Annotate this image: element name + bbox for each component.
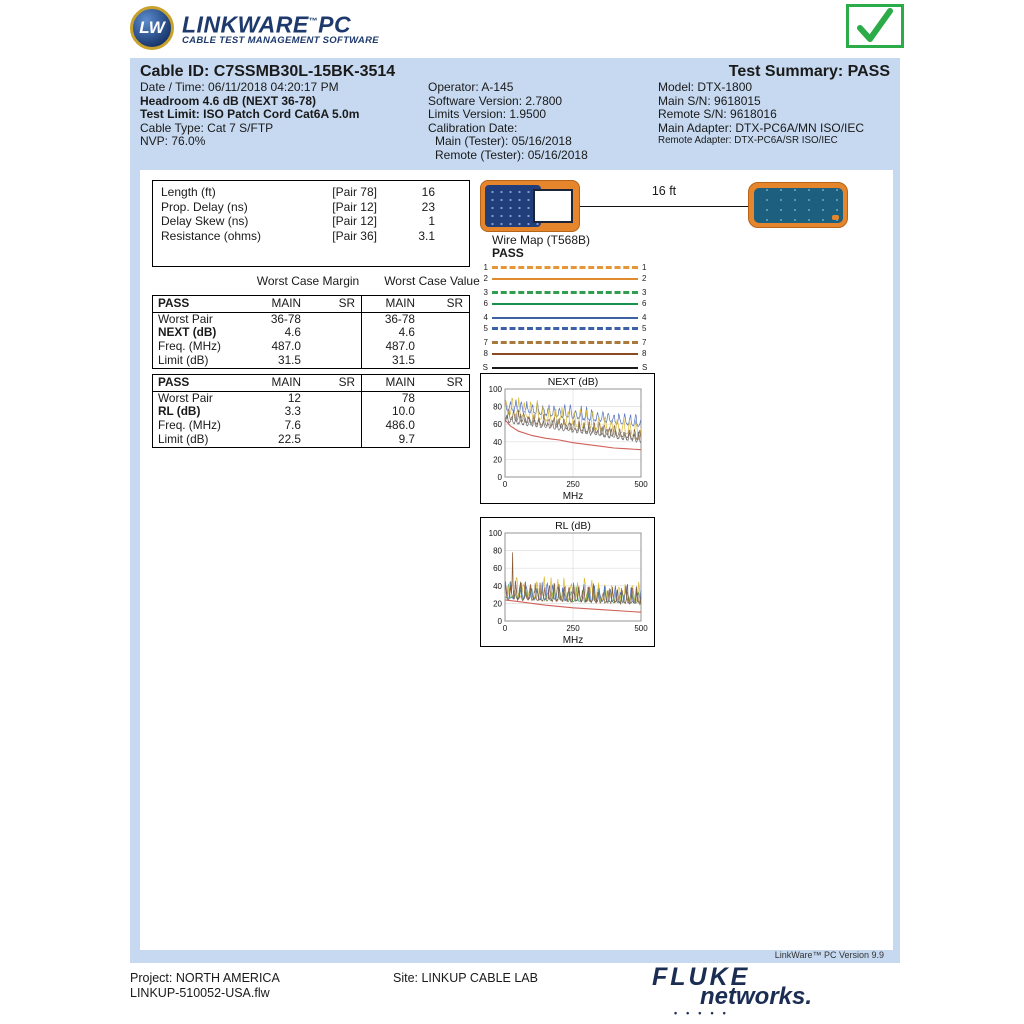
svg-text:250: 250 bbox=[566, 480, 580, 489]
value-cell: 12 bbox=[287, 390, 301, 405]
value-cell bbox=[419, 326, 467, 340]
column-header: SR bbox=[446, 296, 463, 310]
svg-text:0: 0 bbox=[497, 617, 502, 626]
svg-text:RL (dB): RL (dB) bbox=[555, 520, 591, 532]
results-row bbox=[153, 405, 469, 419]
wire-line bbox=[492, 353, 638, 355]
wire-pin-left: 8 bbox=[483, 349, 488, 358]
wire-row bbox=[478, 287, 652, 298]
measurement-value: 1 bbox=[428, 214, 435, 228]
value-cell: 9.7 bbox=[398, 432, 415, 447]
measurement-row bbox=[153, 229, 469, 244]
svg-text:500: 500 bbox=[634, 624, 648, 633]
svg-text:MHz: MHz bbox=[562, 635, 584, 645]
wire-pin-right: S bbox=[642, 363, 648, 372]
value-cell bbox=[305, 419, 359, 433]
worst-case-margin-label: Worst Case Margin bbox=[256, 274, 360, 288]
column-header: MAIN bbox=[271, 375, 301, 389]
measurement-pair: [Pair 12] bbox=[332, 214, 377, 228]
content-panel bbox=[140, 170, 893, 950]
wire-pin-left: 5 bbox=[483, 324, 488, 333]
measurements-table bbox=[152, 180, 470, 267]
value-cell bbox=[305, 313, 359, 327]
remote-adapter: Remote Adapter: DTX-PC6A/SR ISO/IEC bbox=[658, 135, 838, 147]
svg-text:20: 20 bbox=[493, 455, 502, 465]
wire-pin-right: 1 bbox=[642, 263, 647, 272]
link-cable-line bbox=[580, 206, 748, 207]
row-label: Freq. (MHz) bbox=[158, 339, 221, 354]
column-header: MAIN bbox=[271, 296, 301, 310]
wire-row bbox=[478, 273, 652, 284]
row-label: Worst Pair bbox=[158, 311, 213, 326]
measurement-label: Delay Skew (ns) bbox=[161, 214, 249, 228]
row-label: NEXT (dB) bbox=[158, 325, 217, 340]
link-length-label: 16 ft bbox=[651, 184, 677, 198]
row-label: RL (dB) bbox=[158, 404, 201, 419]
results-row bbox=[153, 419, 469, 433]
rl-chart bbox=[480, 517, 655, 647]
table-divider bbox=[361, 375, 362, 447]
calibration-main: Main (Tester): 05/16/2018 bbox=[435, 134, 572, 149]
worst-case-value-label: Worst Case Value bbox=[384, 274, 480, 288]
results-header-row bbox=[153, 296, 469, 313]
wire-pin-left: 6 bbox=[483, 299, 488, 308]
column-header: MAIN bbox=[385, 375, 415, 389]
wire-pin-right: 3 bbox=[642, 288, 647, 297]
fluke-networks-logo bbox=[652, 963, 852, 1018]
value-cell: 3.3 bbox=[284, 404, 301, 419]
chart-next-svg bbox=[481, 374, 654, 501]
column-header: SR bbox=[338, 296, 355, 310]
value-cell: 31.5 bbox=[392, 353, 415, 368]
date-time: Date / Time: 06/11/2018 04:20:17 PM bbox=[140, 80, 339, 94]
svg-text:500: 500 bbox=[634, 480, 648, 489]
remote-face bbox=[754, 188, 843, 223]
results-row bbox=[153, 433, 469, 447]
wire-row bbox=[478, 312, 652, 323]
wire-pin-left: 7 bbox=[483, 338, 488, 347]
report-body bbox=[130, 58, 900, 963]
next-results-table bbox=[152, 295, 470, 369]
nvp: NVP: 76.0% bbox=[140, 134, 206, 149]
lw-logo-initials: LW bbox=[139, 18, 165, 37]
svg-text:40: 40 bbox=[493, 437, 502, 447]
project-file: LINKUP-510052-USA.flw bbox=[130, 985, 270, 1000]
software-version: Software Version: 2.7800 bbox=[428, 93, 563, 108]
value-cell bbox=[419, 313, 467, 327]
main-sn: Main S/N: 9618015 bbox=[658, 93, 761, 108]
wire-map-title: Wire Map (T568B) bbox=[492, 233, 591, 247]
value-cell bbox=[305, 354, 359, 368]
status-cell: PASS bbox=[158, 375, 190, 389]
value-cell bbox=[419, 419, 467, 433]
calibration-remote: Remote (Tester): 05/16/2018 bbox=[435, 147, 588, 162]
wire-line bbox=[492, 266, 638, 269]
wire-pin-right: 4 bbox=[642, 313, 647, 322]
svg-text:0: 0 bbox=[497, 473, 502, 482]
value-cell bbox=[305, 326, 359, 340]
measurement-value: 16 bbox=[421, 185, 435, 199]
value-cell bbox=[305, 433, 359, 447]
cable-type: Cable Type: Cat 7 S/FTP bbox=[140, 120, 274, 135]
svg-text:MHz: MHz bbox=[562, 491, 584, 501]
svg-text:0: 0 bbox=[502, 624, 508, 633]
wire-pin-left: 3 bbox=[483, 288, 488, 297]
row-label: Worst Pair bbox=[158, 390, 213, 405]
wire-pin-right: 2 bbox=[642, 274, 647, 283]
lw-logo-icon bbox=[130, 6, 174, 50]
svg-text:80: 80 bbox=[493, 546, 502, 556]
svg-text:250: 250 bbox=[566, 624, 580, 633]
chart-rl-svg bbox=[481, 518, 654, 645]
measurement-value: 3.1 bbox=[418, 228, 435, 243]
wire-pin-left: S bbox=[482, 363, 488, 372]
cable-id: Cable ID: C7SSMB30L-15BK-3514 bbox=[140, 63, 396, 80]
wire-pin-left: 4 bbox=[483, 313, 488, 322]
svg-text:20: 20 bbox=[493, 599, 502, 609]
test-limit: Test Limit: ISO Patch Cord Cat6A 5.0m bbox=[140, 107, 360, 122]
value-cell bbox=[305, 405, 359, 419]
value-cell bbox=[419, 340, 467, 354]
wire-map-status: PASS bbox=[492, 246, 524, 260]
logo-tm: ™ bbox=[308, 15, 319, 26]
row-label: Freq. (MHz) bbox=[158, 418, 221, 433]
worst-case-labels bbox=[152, 274, 480, 289]
table-divider bbox=[361, 296, 362, 368]
results-row bbox=[153, 326, 469, 340]
fluke-logo-line2: networks. bbox=[700, 983, 813, 1010]
measurement-pair: [Pair 12] bbox=[332, 199, 377, 214]
svg-text:100: 100 bbox=[488, 529, 502, 538]
wire-pin-left: 1 bbox=[483, 263, 488, 272]
svg-text:80: 80 bbox=[493, 402, 502, 412]
logo-title bbox=[182, 10, 379, 36]
results-row bbox=[153, 354, 469, 368]
results-row bbox=[153, 313, 469, 327]
value-cell: 487.0 bbox=[271, 339, 301, 354]
limits-version: Limits Version: 1.9500 bbox=[428, 107, 547, 122]
value-cell: 4.6 bbox=[284, 325, 301, 340]
value-cell bbox=[419, 392, 467, 406]
value-cell bbox=[305, 340, 359, 354]
header-column-middle bbox=[428, 81, 658, 163]
svg-text:40: 40 bbox=[493, 581, 502, 591]
operator: Operator: A-145 bbox=[428, 80, 514, 94]
results-row bbox=[153, 392, 469, 406]
row-label: Limit (dB) bbox=[158, 353, 209, 368]
project-name: Project: NORTH AMERICA bbox=[130, 971, 280, 985]
wire-line bbox=[492, 303, 638, 305]
wire-line bbox=[492, 291, 638, 294]
header-column-right bbox=[658, 62, 890, 147]
svg-text:100: 100 bbox=[488, 385, 502, 394]
logo-title-main: LINKWARE bbox=[182, 11, 309, 38]
measurement-row bbox=[153, 200, 469, 215]
svg-text:60: 60 bbox=[493, 420, 502, 430]
wire-pin-right: 8 bbox=[642, 349, 647, 358]
wire-line bbox=[492, 341, 638, 344]
wire-map bbox=[478, 262, 652, 373]
calibration-label: Calibration Date: bbox=[428, 120, 518, 135]
measurement-pair: [Pair 36] bbox=[332, 228, 377, 243]
wire-row bbox=[478, 362, 652, 373]
headroom: Headroom 4.6 dB (NEXT 36-78) bbox=[140, 93, 317, 108]
svg-text:60: 60 bbox=[493, 564, 502, 574]
wire-row bbox=[478, 337, 652, 348]
value-cell bbox=[305, 392, 359, 406]
logo-title-suffix: PC bbox=[318, 11, 352, 38]
measurement-row bbox=[153, 185, 469, 200]
wire-row bbox=[478, 323, 652, 334]
value-cell bbox=[419, 433, 467, 447]
wire-pin-right: 6 bbox=[642, 299, 647, 308]
wire-pin-right: 5 bbox=[642, 324, 647, 333]
value-cell: 78 bbox=[401, 390, 415, 405]
value-cell: 7.6 bbox=[284, 418, 301, 433]
rl-results-table bbox=[152, 374, 470, 448]
fluke-logo-dots: ••••• bbox=[674, 1008, 735, 1018]
value-cell: 4.6 bbox=[398, 325, 415, 340]
results-header-row bbox=[153, 375, 469, 392]
measurement-value: 23 bbox=[421, 199, 435, 214]
column-header: SR bbox=[338, 375, 355, 389]
measurement-label: Resistance (ohms) bbox=[161, 228, 262, 243]
test-summary: Test Summary: PASS bbox=[728, 63, 890, 80]
version-note: LinkWare™ PC Version 9.9 bbox=[774, 950, 884, 960]
fluke-logo-line1: FLUKE bbox=[652, 963, 751, 991]
value-cell: 487.0 bbox=[385, 339, 415, 354]
status-cell: PASS bbox=[158, 296, 190, 310]
column-header: SR bbox=[446, 375, 463, 389]
value-cell bbox=[419, 354, 467, 368]
remote-button bbox=[832, 215, 839, 220]
remote-tester-device bbox=[748, 182, 848, 228]
value-cell: 36-78 bbox=[384, 311, 415, 326]
header-column-left bbox=[140, 62, 440, 149]
remote-sn: Remote S/N: 9618016 bbox=[658, 107, 777, 122]
wire-line bbox=[492, 327, 638, 330]
linkware-logo bbox=[130, 6, 379, 50]
next-chart bbox=[480, 373, 655, 504]
svg-text:0: 0 bbox=[502, 480, 508, 489]
value-cell: 36-78 bbox=[270, 311, 301, 326]
wire-pin-right: 7 bbox=[642, 338, 647, 347]
value-cell bbox=[419, 405, 467, 419]
row-label: Limit (dB) bbox=[158, 432, 209, 447]
value-cell: 486.0 bbox=[385, 418, 415, 433]
wire-line bbox=[492, 278, 638, 280]
value-cell: 10.0 bbox=[392, 404, 415, 419]
value-cell: 22.5 bbox=[278, 432, 301, 447]
footer-project bbox=[130, 971, 280, 1000]
wire-row bbox=[478, 348, 652, 359]
model: Model: DTX-1800 bbox=[658, 80, 753, 94]
pass-checkmark-icon bbox=[846, 4, 904, 48]
column-header: MAIN bbox=[385, 296, 415, 310]
main-adapter: Main Adapter: DTX-PC6A/MN ISO/IEC bbox=[658, 120, 865, 135]
measurement-label: Length (ft) bbox=[161, 185, 216, 199]
wire-line bbox=[492, 317, 638, 319]
measurement-label: Prop. Delay (ns) bbox=[161, 199, 248, 214]
wire-pin-left: 2 bbox=[483, 274, 488, 283]
footer-site: Site: LINKUP CABLE LAB bbox=[393, 971, 538, 985]
wire-line bbox=[492, 367, 638, 369]
value-cell: 31.5 bbox=[278, 353, 301, 368]
logo-subtitle: CABLE TEST MANAGEMENT SOFTWARE bbox=[182, 35, 379, 47]
main-tester-device bbox=[480, 180, 580, 232]
tester-screen bbox=[533, 189, 573, 223]
results-row bbox=[153, 340, 469, 354]
wire-row bbox=[478, 298, 652, 309]
measurement-row bbox=[153, 214, 469, 229]
wire-row bbox=[478, 262, 652, 273]
svg-text:NEXT (dB): NEXT (dB) bbox=[547, 376, 599, 388]
measurement-pair: [Pair 78] bbox=[332, 185, 377, 199]
